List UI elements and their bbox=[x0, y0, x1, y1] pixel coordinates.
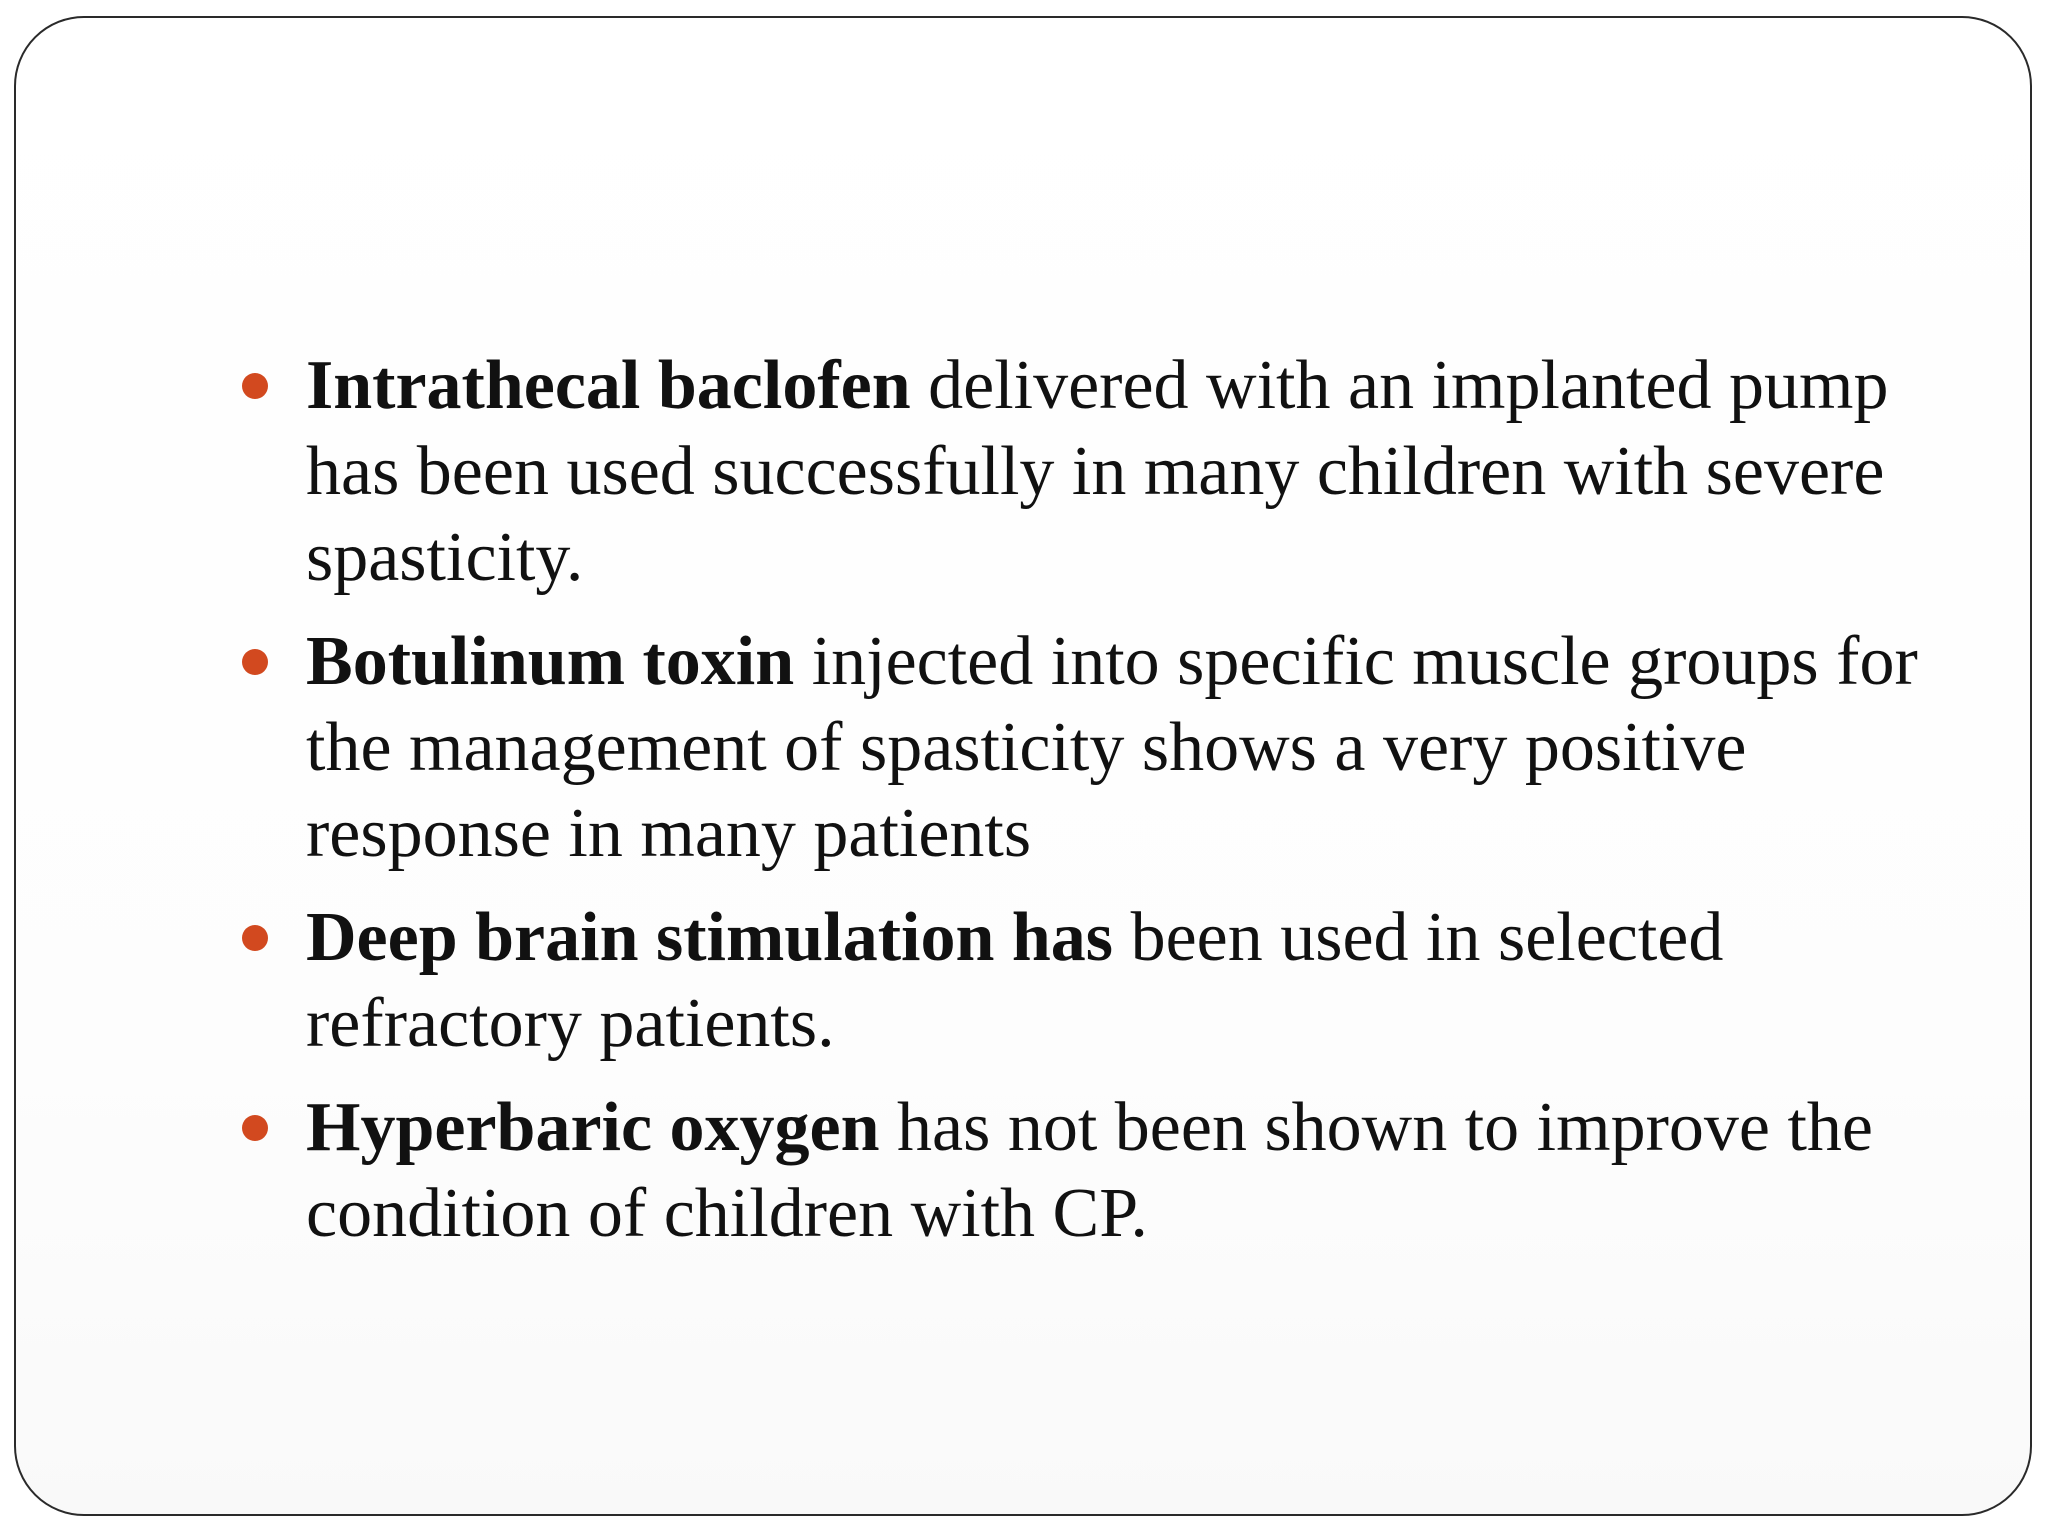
bullet-bold-text: Intrathecal baclofen bbox=[306, 347, 911, 424]
bullet-dot-icon bbox=[242, 649, 268, 675]
bullet-body-text: delivered with an implanted pump has been used successfully in many children with severe spasticity. bbox=[306, 347, 1889, 596]
bullet-list bbox=[234, 343, 1954, 1275]
bullet-body-text: has not been shown to improve the condition of children with CP. bbox=[306, 1089, 1873, 1252]
bullet-dot-icon bbox=[242, 925, 268, 951]
bullet-bold-text: Deep brain stimulation has bbox=[306, 899, 1114, 976]
bullet-item-deep-brain-stimulation bbox=[234, 895, 1954, 1067]
bullet-body-text: injected into specific muscle groups for the management of spasticity shows a very positive response in many patients bbox=[306, 623, 1918, 872]
bullet-bold-text: Botulinum toxin bbox=[306, 623, 795, 700]
bullet-dot-icon bbox=[242, 1115, 268, 1141]
bullet-dot-icon bbox=[242, 373, 268, 399]
bullet-body-text: been used in selected refractory patients. bbox=[306, 899, 1724, 1062]
bullet-item-hyperbaric-oxygen bbox=[234, 1085, 1954, 1257]
bullet-item-botulinum-toxin bbox=[234, 619, 1954, 877]
bullet-item-intrathecal-baclofen bbox=[234, 343, 1954, 601]
slide-frame bbox=[14, 16, 2032, 1516]
bullet-bold-text: Hyperbaric oxygen bbox=[306, 1089, 880, 1166]
